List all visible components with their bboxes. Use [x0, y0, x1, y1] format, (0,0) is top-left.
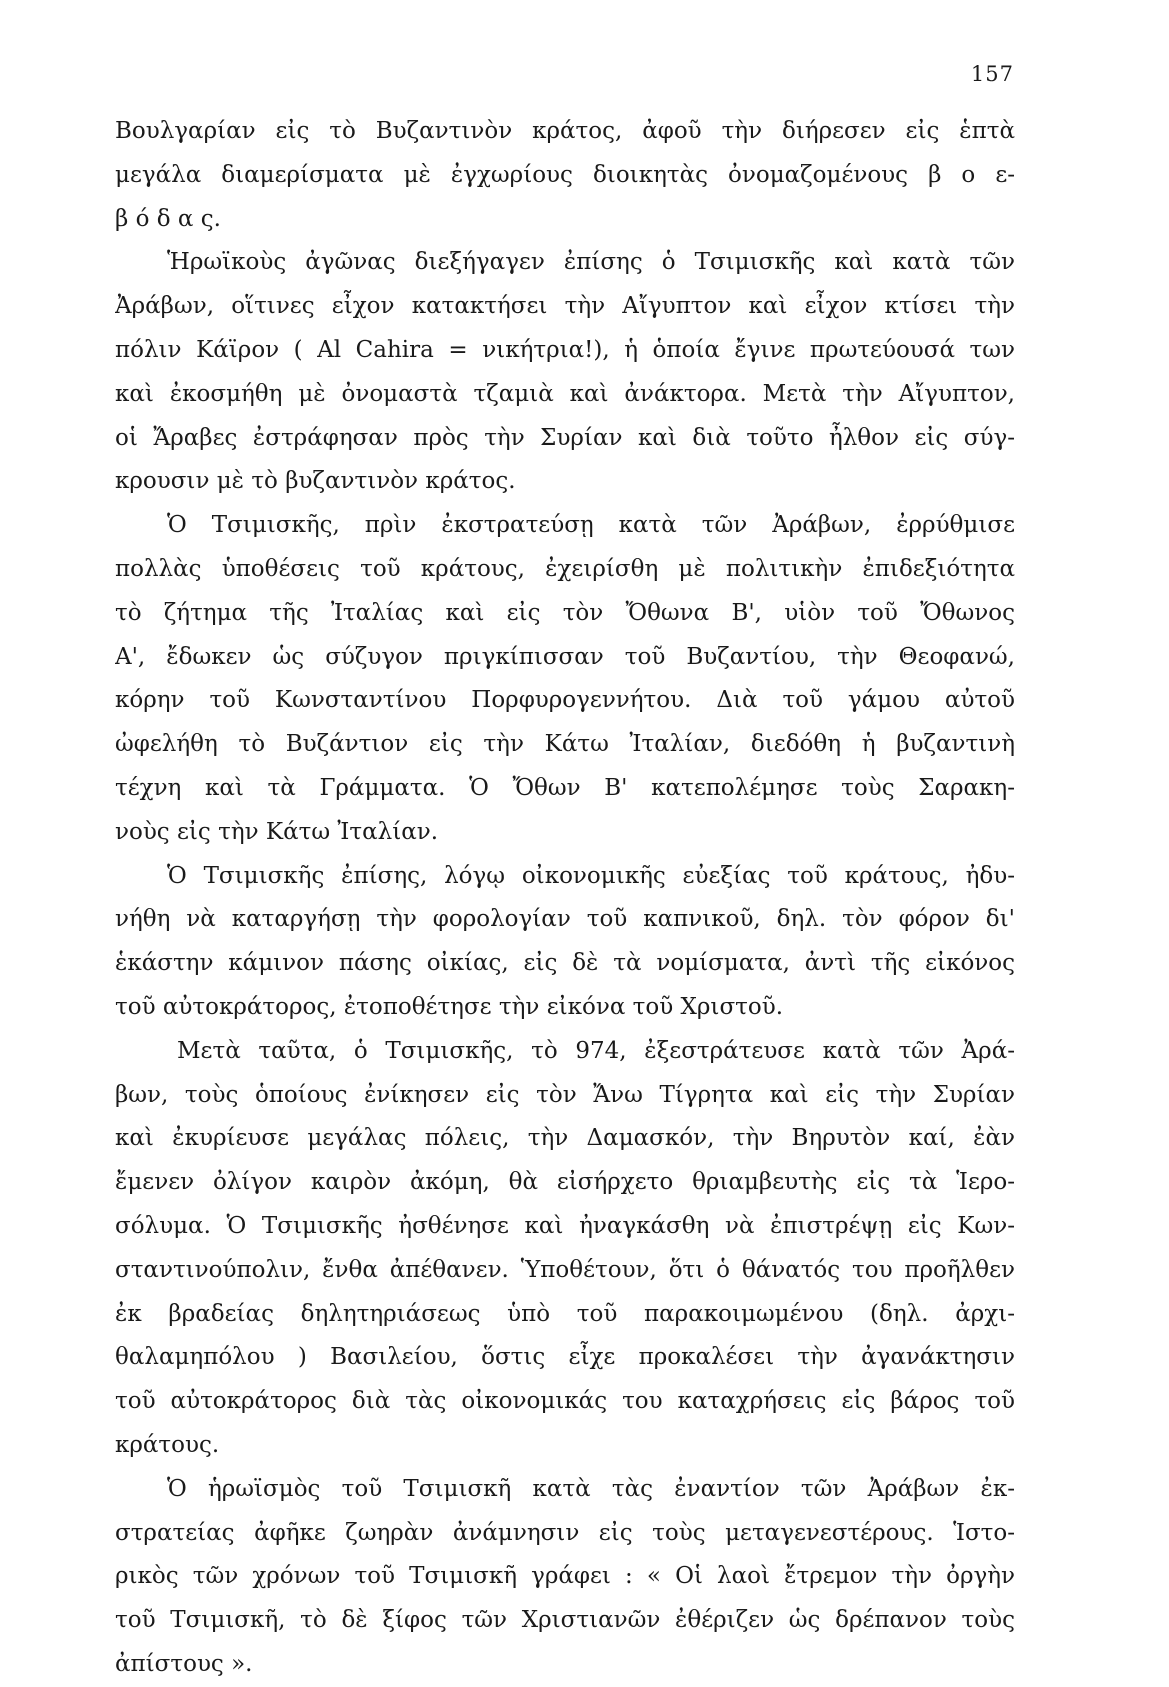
- text-line: Μετὰ ταῦτα, ὁ Τσιμισκῆς, τὸ 974, ἐξεστράτευσε κατὰ τῶν Ἀρά-: [177, 1037, 1015, 1064]
- text-line: Α', ἔδωκεν ὡς σύζυγον πριγκίπισσαν τοῦ Βυζαντίου, τὴν Θεοφανώ,: [115, 643, 1015, 670]
- text-line: νοὺς εἰς τὴν Κάτω Ἰταλίαν.: [115, 818, 439, 845]
- text-line: Βουλγαρίαν εἰς τὸ Βυζαντινὸν κράτος, ἀφοῦ τὴν διήρεσεν εἰς ἑπτὰ: [115, 118, 1015, 144]
- text-line: στρατείας ἀφῆκε ζωηρὰν ἀνάμνησιν εἰς τοὺς μεταγενεστέρους. Ἱστο-: [115, 1519, 1015, 1546]
- text-line: κόρην τοῦ Κωνσταντίνου Πορφυρογεννήτου. Διὰ τοῦ γάμου αὐτοῦ: [115, 687, 1015, 714]
- text-line: καὶ ἐκυρίευσε μεγάλας πόλεις, τὴν Δαμασκόν, τὴν Βηρυτὸν καί, ἐὰν: [115, 1125, 1015, 1152]
- text-line: Ἡρωϊκοὺς ἀγῶνας διεξήγαγεν ἐπίσης ὁ Τσιμισκῆς καὶ κατὰ τῶν: [167, 249, 1015, 276]
- text-line: Ὁ Τσιμισκῆς ἐπίσης, λόγῳ οἰκονομικῆς εὐεξίας τοῦ κράτους, ἠδυ-: [167, 862, 1015, 889]
- text-line: πολλὰς ὑποθέσεις τοῦ κράτους, ἐχειρίσθη μὲ πολιτικὴν ἐπιδεξιότητα: [115, 555, 1015, 582]
- text-line: τοῦ αὐτοκράτορος διὰ τὰς οἰκονομικάς του καταχρήσεις εἰς βάρος τοῦ: [115, 1388, 1015, 1415]
- text-line: Ὁ ἡρωϊσμὸς τοῦ Τσιμισκῆ κατὰ τὰς ἐναντίον τῶν Ἀράβων ἐκ-: [167, 1475, 1015, 1502]
- text-line: κρουσιν μὲ τὸ βυζαντινὸν κράτος.: [115, 468, 516, 495]
- text-line: Ὁ Τσιμισκῆς, πρὶν ἐκστρατεύσῃ κατὰ τῶν Ἀράβων, ἐρρύθμισε: [167, 512, 1015, 539]
- text-line: νήθη νὰ καταργήσῃ τὴν φορολογίαν τοῦ καπνικοῦ, δηλ. τὸν φόρον δι': [115, 906, 1015, 933]
- text-line: τοῦ Τσιμισκῆ, τὸ δὲ ξίφος τῶν Χριστιανῶν ἐθέριζεν ὡς δρέπανον τοὺς: [115, 1607, 1015, 1634]
- text-line: ρικὸς τῶν χρόνων τοῦ Τσιμισκῆ γράφει : « Οἱ λαοὶ ἔτρεμον τὴν ὀργὴν: [115, 1563, 1015, 1590]
- text-line: ὠφελήθη τὸ Βυζάντιον εἰς τὴν Κάτω Ἰταλίαν, διεδόθη ἡ βυζαντινὴ: [115, 731, 1015, 758]
- text-line: θαλαμηπόλου ) Βασιλείου, ὅστις εἶχε προκαλέσει τὴν ἀγανάκτησιν: [115, 1344, 1015, 1371]
- text-line: οἱ Ἄραβες ἐστράφησαν πρὸς τὴν Συρίαν καὶ διὰ τοῦτο ἦλθον εἰς σύγ-: [115, 424, 1015, 451]
- text-line: κράτους.: [115, 1431, 220, 1458]
- text-line: ἐκ βραδείας δηλητηριάσεως ὑπὸ τοῦ παρακοιμωμένου (δηλ. ἀρχι-: [115, 1300, 1015, 1327]
- page-number: 157: [970, 62, 1014, 86]
- text-line: τοῦ αὐτοκράτορος, ἐτοποθέτησε τὴν εἰκόνα τοῦ Χριστοῦ.: [115, 993, 784, 1020]
- text-line: τέχνη καὶ τὰ Γράμματα. Ὁ Ὄθων Β' κατεπολέμησε τοὺς Σαρακη-: [115, 774, 1015, 801]
- body-text: [115, 110, 1015, 1687]
- text-line: ἔμενεν ὀλίγον καιρὸν ἀκόμη, θὰ εἰσήρχετο θριαμβευτὴς εἰς τὰ Ἱερο-: [115, 1169, 1015, 1196]
- text-line: Ἀράβων, οἵτινες εἶχον κατακτήσει τὴν Αἴγυπτον καὶ εἶχον κτίσει τὴν: [115, 293, 1015, 320]
- text-line: σταντινούπολιν, ἔνθα ἀπέθανεν. Ὑποθέτουν, ὅτι ὁ θάνατός του προῆλθεν: [115, 1256, 1015, 1283]
- text-line: βων, τοὺς ὁποίους ἐνίκησεν εἰς τὸν Ἄνω Τίγρητα καὶ εἰς τὴν Συρίαν: [115, 1081, 1015, 1108]
- text-line: β ό δ α ς.: [115, 205, 221, 232]
- text-line: ἀπίστους ».: [115, 1650, 253, 1677]
- text-line: μεγάλα διαμερίσματα μὲ ἐγχωρίους διοικητὰς ὀνομαζομένους β ο ε-: [115, 161, 1015, 188]
- text-line: καὶ ἐκοσμήθη μὲ ὀνομαστὰ τζαμιὰ καὶ ἀνάκτορα. Μετὰ τὴν Αἴγυπτον,: [115, 380, 1015, 407]
- text-line: πόλιν Κάϊρον ( Al Cahira = νικήτρια!), ἡ ὁποία ἔγινε πρωτεύουσά των: [115, 336, 1015, 363]
- text-line: σόλυμα. Ὁ Τσιμισκῆς ἠσθένησε καὶ ἠναγκάσθη νὰ ἐπιστρέψῃ εἰς Κων-: [115, 1212, 1015, 1239]
- text-line: ἑκάστην κάμινον πάσης οἰκίας, εἰς δὲ τὰ νομίσματα, ἀντὶ τῆς εἰκόνος: [115, 950, 1015, 977]
- text-line: τὸ ζήτημα τῆς Ἰταλίας καὶ εἰς τὸν Ὄθωνα Β', υἱὸν τοῦ Ὄθωνος: [115, 599, 1015, 626]
